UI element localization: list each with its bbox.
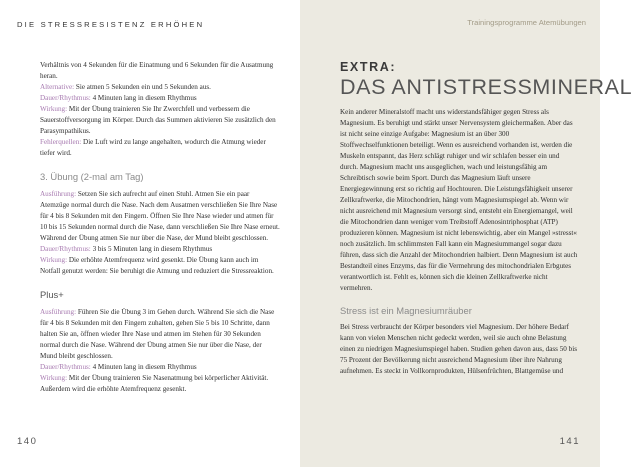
- alternative-text: Sie atmen 5 Sekunden ein und 5 Sekunden aus.: [74, 83, 211, 91]
- effect-paragraph-3: [40, 373, 280, 395]
- duration-text-1: 4 Minuten lang in diesem Rhythmus: [90, 94, 197, 102]
- page-title: DAS ANTISTRESSMINERAL: [340, 75, 632, 99]
- execution-label-3: Ausführung:: [40, 308, 77, 316]
- duration-label-2: Dauer/Rhythmus:: [40, 245, 91, 253]
- running-head-right: Trainingsprogramme Atemübungen: [467, 18, 586, 27]
- body-paragraph-2: Bei Stress verbraucht der Körper besonders viel Magnesium. Der höhere Bedarf kann von vielen Menschen nicht gedeckt werden, weil sie auch ohne Belastung einen zu niedrigen Magnesiumspiegel haben. Studien gehen davon aus, dass 50 bis 75 Prozent der Bevölkerung nicht ausreichend Magnesium über ihre Nahrung aufnehmen. Es steckt in Vollkornprodukten, Hülsenfrüchten, Blattgemüse und: [340, 323, 577, 375]
- body-paragraph-1: Kein anderer Mineralstoff macht uns widerstandsfähiger gegen Stress als Magnesium. Es beruhigt und stärkt unser Nervensystem gleichermaßen. Aber das ist nicht seine einzige Aufgabe: Magnesium ist an über 300 Stoffwechselfunktionen beteiligt. Wenn es ausreichend vorhanden ist, werden die Muskeln entspannt, das Herz schlägt ruhiger und wir schlafen besser ein und durch. Magnesium macht uns ausgeglichen, wach und leistungsfähig am Schreibtisch sowie beim Sport. Durch das Magnesium läuft unsere Energiegewinnung erst so richtig auf Hochtouren. Die Leistungsfähigkeit unserer Zellkraftwerke, die Mitochondrien, hängt vom Magnesiumspiegel ab. Wenn wir nicht ausreichend mit Magnesium versorgt sind, entsteht ein Energiemangel, weil die Mitochondrien dann weniger vom Treibstoff Adenosintriphosphat (ATP) produzieren können. Magnesium ist nicht lebenswichtig, aber ein Mangel »stresst« noch zusätzlich. Im schlimmsten Fall kann ein Magnesiummangel sogar dazu führen, dass sich die Anzahl der Mitochondrien halbiert. Denn Magnesium ist auch Bestandteil eines Enzyms, das für die Vermehrung des mitochondrialen Erbgutes verantwortlich ist. Fehlt es, können sich die kleinen Zellkraftwerke nicht vermehren.: [340, 108, 578, 292]
- left-column: [40, 60, 280, 395]
- duration-label-3: Dauer/Rhythmus:: [40, 363, 91, 371]
- intro-paragraph: Verhältnis von 4 Sekunden für die Einatmung und 6 Sekunden für die Ausatmung heran.: [40, 61, 274, 80]
- execution-text-3: Führen Sie die Übung 3 im Gehen durch. Während Sie sich die Nase für 4 bis 8 Sekunden mit den Fingern zuhalten, gehen Sie 5 bis 10 Schritte, dann halten Sie an, öffnen wieder Ihre Nase und atmen im Stehen für 30 Sekunden normal durch die Nase. Während der Übung atmen Sie nur über die Nase, der Mund bleibt geschlossen.: [40, 308, 275, 360]
- duration-text-2: 3 bis 5 Minuten lang in diesem Rhythmus: [90, 245, 213, 253]
- duration-label-1: Dauer/Rhythmus:: [40, 94, 91, 102]
- error-paragraph: [40, 137, 280, 159]
- section-heading-exercise-3: 3. Übung (2-mal am Tag): [40, 171, 144, 182]
- effect-label-3: Wirkung:: [40, 374, 68, 382]
- section-heading-plus: Plus+: [40, 289, 64, 300]
- subheading-magnesium: Stress ist ein Magnesiumräuber: [340, 305, 472, 316]
- right-column: [340, 107, 578, 377]
- error-label: Fehlerquellen:: [40, 138, 82, 146]
- effect-paragraph-2: [40, 255, 280, 277]
- effect-label-2: Wirkung:: [40, 256, 68, 264]
- execution-label-2: Ausführung:: [40, 190, 77, 198]
- effect-text-1: Mit der Übung trainieren Sie Ihr Zwerchfell und verbessern die Sauerstoffversorgung im Körper. Durch das Summen aktivieren Sie zusätzlich den Parasympathikus.: [40, 105, 276, 135]
- execution-text-2: Setzen Sie sich aufrecht auf einen Stuhl. Atmen Sie ein paar Atemzüge normal durch die Nase. Nach dem Ausatmen verschließen Sie Ihre Nase für 4 bis 8 Sekunden mit den Fingern. Öffnen Sie Ihre Nase wieder und atmen für 10 bis 15 Sekunden normal durch die Nase, dann verschließen Sie Ihre Nase erneut. Während der Übung atmen Sie nur über die Nase, der Mund bleibt geschlossen.: [40, 190, 280, 242]
- alternative-label: Alternative:: [40, 83, 75, 91]
- effect-text-3: Mit der Übung trainieren Sie Nasenatmung bei körperlicher Aktivität. Außerdem wird die erhöhte Atemfrequenz gesenkt.: [40, 374, 269, 393]
- duration-paragraph-2: [40, 244, 280, 255]
- right-page: [300, 0, 632, 467]
- duration-paragraph-1: [40, 93, 280, 104]
- effect-label-1: Wirkung:: [40, 105, 68, 113]
- error-text: Die Luft wird zu lange angehalten, wodurch die Atmung wieder tiefer wird.: [40, 138, 266, 157]
- execution-paragraph-2: [40, 189, 280, 244]
- duration-text-3: 4 Minuten lang in diesem Rhythmus: [90, 363, 197, 371]
- extra-label: EXTRA:: [340, 60, 397, 74]
- page-number-left: 140: [17, 436, 38, 447]
- running-head-left: DIE STRESSRESISTENZ ERHÖHEN: [17, 20, 205, 29]
- execution-paragraph-3: [40, 307, 280, 362]
- effect-text-2: Die erhöhte Atemfrequenz wird gesenkt. Die Übung kann auch im Notfall genutzt werden: Sie beruhigt die Atmung und reduziert die Stressreaktion.: [40, 256, 274, 275]
- effect-paragraph-1: [40, 104, 280, 137]
- alternative-paragraph: [40, 82, 280, 93]
- duration-paragraph-3: [40, 362, 280, 373]
- left-page: [0, 0, 300, 467]
- page-number-right: 141: [559, 436, 580, 447]
